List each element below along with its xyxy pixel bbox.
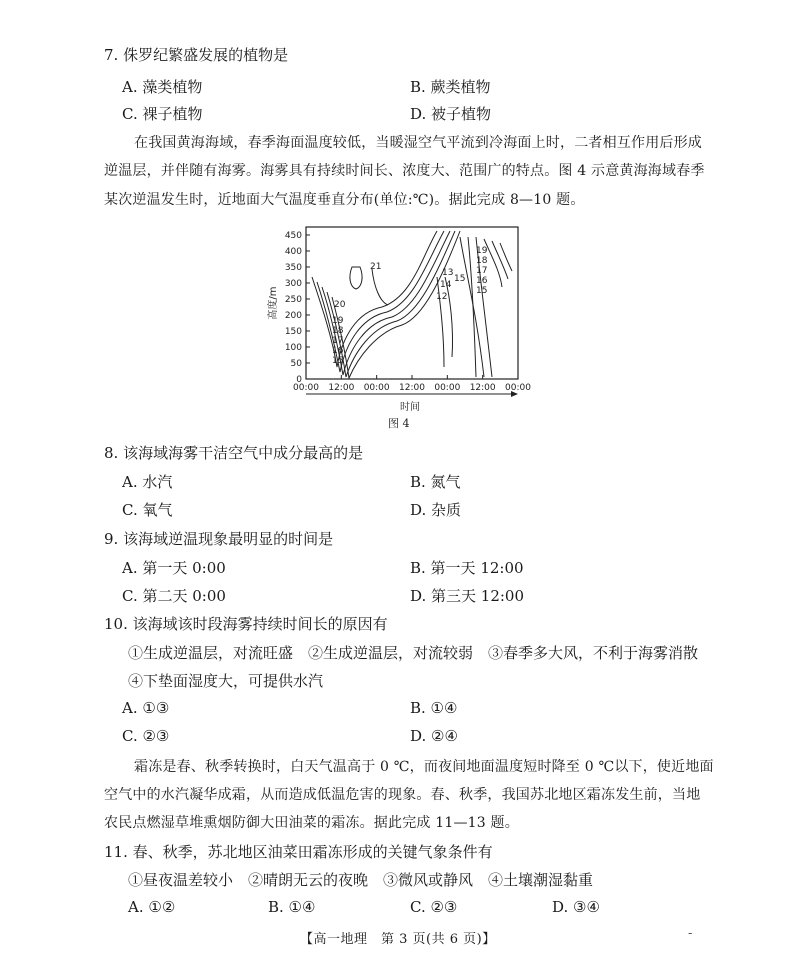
contour-label: 15 bbox=[332, 356, 344, 366]
y-tick-label: 50 bbox=[290, 359, 302, 369]
contour-chart bbox=[262, 217, 542, 432]
contour-line bbox=[437, 277, 444, 367]
q10-option-a: A. ①③ bbox=[122, 699, 170, 717]
contour-line bbox=[350, 267, 362, 289]
q9-option-d: D. 第三天 12:00 bbox=[410, 587, 525, 605]
contour-line bbox=[332, 231, 460, 378]
contour-label: 15 bbox=[454, 274, 466, 284]
q8-option-c: C. 氧气 bbox=[122, 501, 173, 519]
contour-label: 12 bbox=[436, 292, 448, 302]
q10-option-b: B. ①④ bbox=[410, 699, 458, 717]
q9-option-a: A. 第一天 0:00 bbox=[122, 559, 226, 577]
passage1-line-3: 某次逆温发生时，近地面大气温度垂直分布(单位:℃)。据此完成 8—10 题。 bbox=[104, 192, 585, 208]
contour-label: 18 bbox=[476, 256, 488, 266]
x-tick-label: 00:00 bbox=[505, 383, 531, 393]
y-tick-label: 400 bbox=[284, 247, 302, 257]
y-tick-label: 0 bbox=[296, 375, 302, 385]
figure-caption: 图 4 bbox=[388, 417, 410, 430]
x-tick-label: 00:00 bbox=[293, 383, 319, 393]
q10-stem: 10. 该海域该时段海雾持续时间长的原因有 bbox=[104, 615, 388, 633]
y-tick-label: 250 bbox=[284, 295, 302, 305]
q9-stem: 9. 该海域逆温现象最明显的时间是 bbox=[104, 530, 334, 548]
q10-items-line-1: ①生成逆温层，对流旺盛 ②生成逆温层，对流较弱 ③春季多大风，不利于海雾消散 bbox=[128, 644, 699, 662]
q11-option-d: D. ③④ bbox=[552, 898, 600, 916]
x-axis-label: 时间 bbox=[400, 402, 420, 413]
contour-label: 17 bbox=[332, 336, 344, 346]
q11-option-a: A. ①② bbox=[128, 898, 176, 916]
passage2-line-3: 农民点燃湿草堆熏烟防御大田油菜的霜冻。据此完成 11—13 题。 bbox=[104, 815, 519, 831]
q11-option-b: B. ①④ bbox=[268, 898, 316, 916]
q10-option-c: C. ②③ bbox=[122, 727, 170, 745]
q8-stem: 8. 该海域海雾干洁空气中成分最高的是 bbox=[104, 444, 364, 462]
contour-line bbox=[327, 231, 455, 377]
x-tick-label: 00:00 bbox=[434, 383, 461, 393]
corner-mark: - bbox=[688, 926, 693, 941]
x-tick-label: 12:00 bbox=[469, 383, 496, 393]
y-tick-label: 350 bbox=[284, 263, 302, 273]
contour-label: 21 bbox=[370, 262, 382, 272]
y-axis-label: 高度/m bbox=[268, 286, 279, 320]
contour-label: 19 bbox=[332, 316, 344, 326]
contour-label: 17 bbox=[476, 266, 488, 276]
x-tick-label: 12:00 bbox=[328, 383, 355, 393]
passage1-line-1: 在我国黄海海域，春季海面温度较低，当暖湿空气平流到冷海面上时，二者相互作用后形成 bbox=[134, 135, 702, 151]
q11-items: ①昼夜温差较小 ②晴朗无云的夜晚 ③微风或静风 ④土壤潮湿黏重 bbox=[128, 871, 594, 889]
contour-label: 19 bbox=[476, 246, 488, 256]
y-tick-label: 300 bbox=[284, 279, 302, 289]
q7-option-d: D. 被子植物 bbox=[410, 105, 492, 123]
y-tick-label: 150 bbox=[284, 327, 302, 337]
q10-option-d: D. ②④ bbox=[410, 727, 458, 745]
contour-line bbox=[500, 243, 512, 271]
q11-stem: 11. 春、秋季，苏北地区油菜田霜冻形成的关键气象条件有 bbox=[104, 843, 493, 861]
contour-label: 16 bbox=[476, 276, 488, 286]
q9-option-b: B. 第一天 12:00 bbox=[410, 559, 524, 577]
q11-option-c: C. ②③ bbox=[410, 898, 458, 916]
q7-stem: 7. 侏罗纪繁盛发展的植物是 bbox=[104, 46, 289, 64]
q7-option-b: B. 蕨类植物 bbox=[410, 78, 491, 96]
page-footer: 【高一地理 第 3 页(共 6 页)】 bbox=[300, 932, 496, 947]
passage1-line-2: 逆温层，并伴随有海雾。海雾具有持续时间长、浓度大、范围广的特点。图 4 示意黄海海域春季 bbox=[104, 163, 705, 179]
q10-items-line-2: ④下垫面湿度大，可提供水汽 bbox=[128, 672, 324, 690]
y-tick-label: 100 bbox=[284, 343, 302, 353]
x-tick-label: 12:00 bbox=[399, 383, 425, 393]
contour-line bbox=[492, 241, 508, 279]
q9-option-c: C. 第二天 0:00 bbox=[122, 587, 226, 605]
y-tick-label: 450 bbox=[284, 231, 302, 241]
figure-4 bbox=[262, 217, 542, 432]
x-ticks bbox=[293, 375, 531, 393]
contour-label: 18 bbox=[332, 326, 344, 336]
contour-label: 20 bbox=[334, 300, 346, 310]
passage2-line-2: 空气中的水汽凝华成霜，从而造成低温危害的现象。春、秋季，我国苏北地区霜冻发生前，当地 bbox=[104, 787, 701, 803]
contour-line bbox=[312, 231, 437, 367]
contour-label: 16 bbox=[332, 346, 344, 356]
q8-option-b: B. 氮气 bbox=[410, 473, 461, 491]
contour-label: 13 bbox=[442, 268, 454, 278]
q7-option-c: C. 裸子植物 bbox=[122, 105, 203, 123]
y-tick-label: 200 bbox=[284, 311, 302, 321]
q8-option-d: D. 杂质 bbox=[410, 501, 462, 519]
contour-label: 15 bbox=[476, 286, 488, 296]
contour-line bbox=[468, 237, 476, 377]
q8-option-a: A. 水汽 bbox=[122, 473, 173, 491]
passage2-line-1: 霜冻是春、秋季转换时，白天气温高于 0 ℃，而夜间地面温度短时降至 0 ℃以下，使近地面 bbox=[134, 759, 714, 775]
x-tick-label: 00:00 bbox=[363, 383, 390, 393]
contour-line bbox=[372, 269, 388, 305]
contour-label: 14 bbox=[440, 280, 452, 290]
q7-option-a: A. 藻类植物 bbox=[122, 78, 203, 96]
